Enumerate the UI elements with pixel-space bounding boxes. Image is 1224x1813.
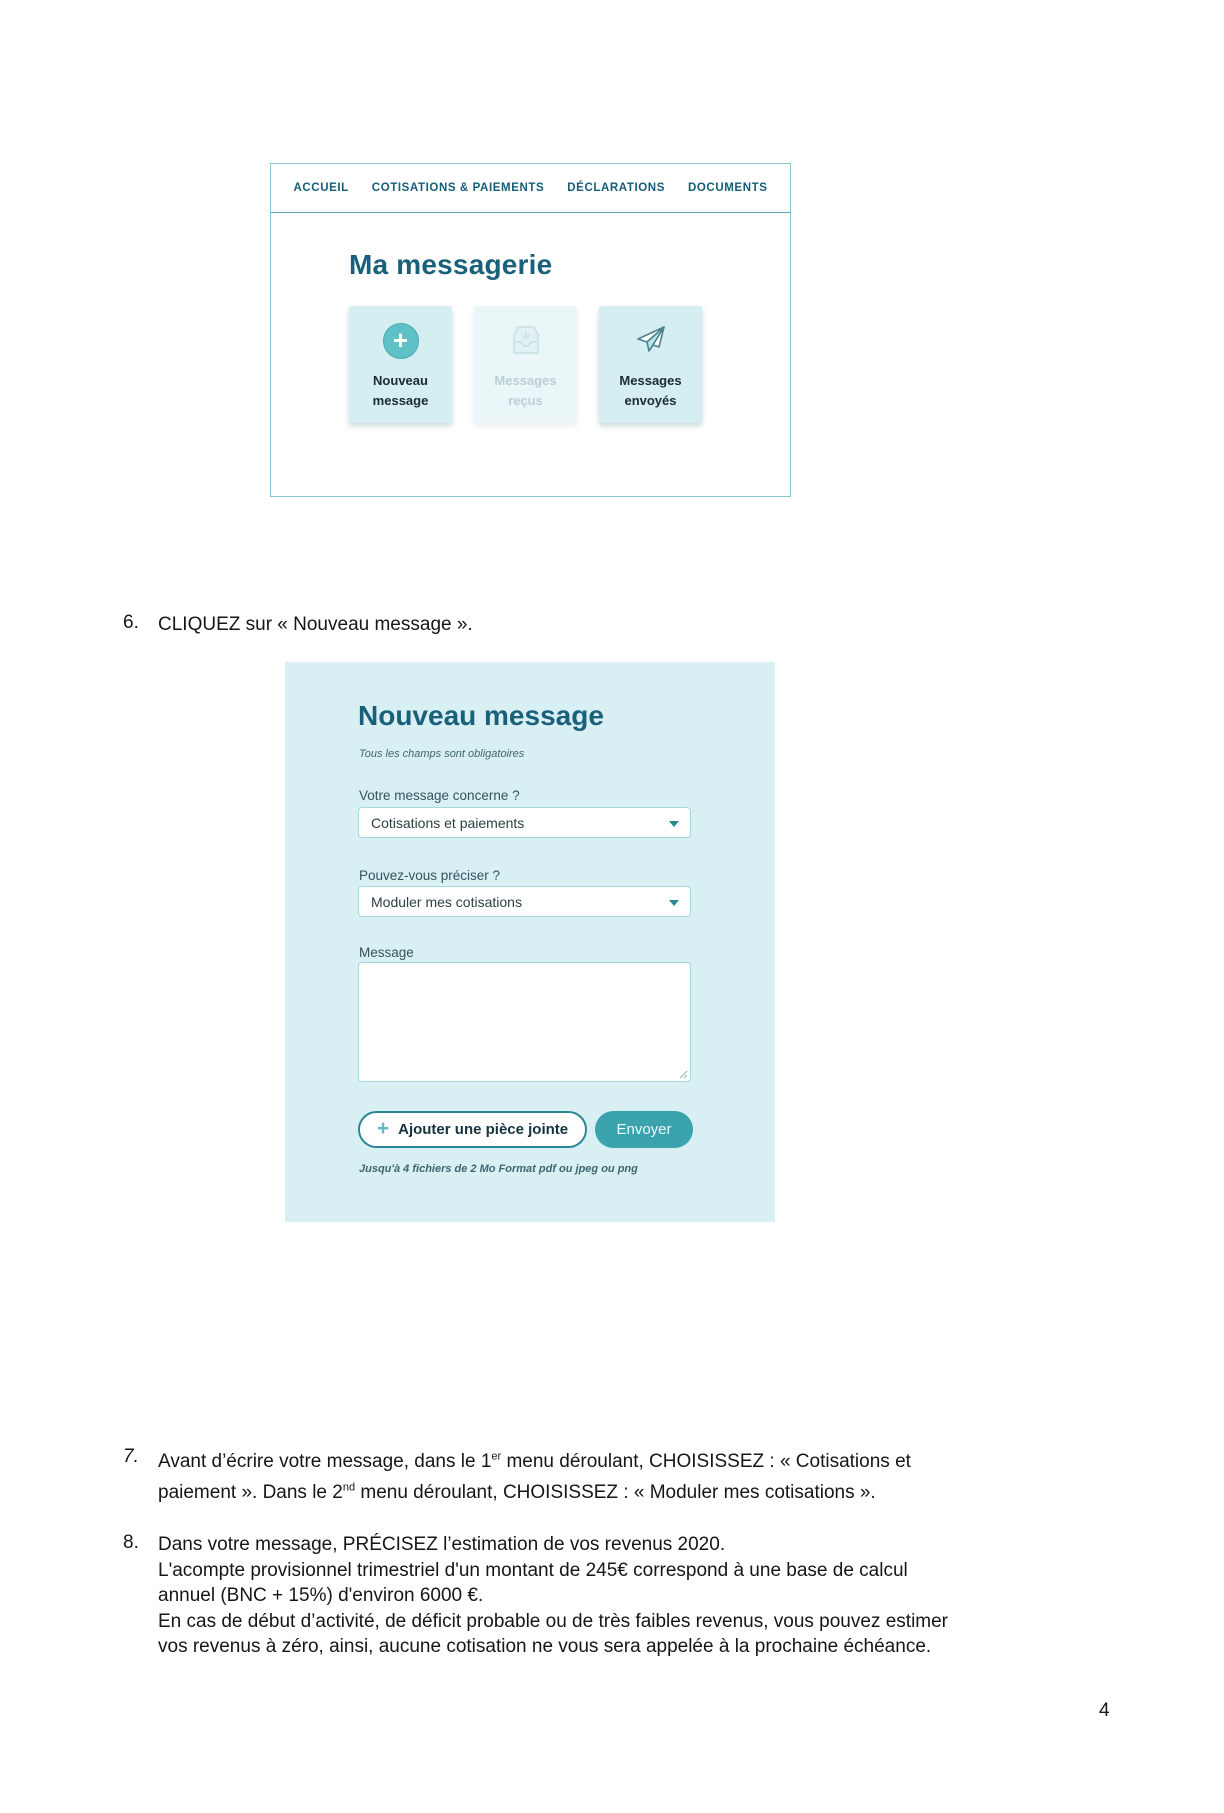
nav-item-declarations[interactable]: DÉCLARATIONS [567,182,665,194]
messages-recus-card [474,306,577,423]
topic-select[interactable] [358,807,691,838]
chevron-down-icon [669,821,679,827]
page-number: 4 [1099,1700,1110,1721]
step-6-text: CLIQUEZ sur « Nouveau message ». [158,614,473,635]
top-nav [271,164,790,213]
resize-grip-icon[interactable] [678,1069,688,1079]
step-7-number: 7. [123,1446,139,1467]
nav-item-cotisations-paiements[interactable]: COTISATIONS & PAIEMENTS [371,182,545,194]
detail-select[interactable] [358,886,691,917]
plus-icon: + [376,1117,390,1140]
paper-plane-icon [631,323,671,359]
step-6 [123,612,473,638]
plus-circle-icon: + [383,323,419,359]
topic-label: Votre message concerne ? [359,788,520,803]
new-message-card[interactable] [349,306,452,423]
chevron-down-icon [669,900,679,906]
step-8-number: 8. [123,1532,139,1553]
step-8-line-1: Dans votre message, PRÉCISEZ l’estimation de vos revenus 2020. [158,1534,726,1555]
step-7-line-1: Avant d’écrire votre message, dans le 1er menu déroulant, CHOISISSEZ : « Cotisations et [158,1450,911,1472]
detail-label: Pouvez-vous préciser ? [359,868,501,883]
messages-recus-card-label: Messages reçus [494,372,557,408]
topic-select-value: Cotisations et paiements [371,814,525,831]
step-8-line-4: En cas de début d’activité, de déficit probable ou de très faibles revenus, vous pouvez estimer [158,1610,949,1632]
messagerie-cards [349,306,702,423]
step-8-text [158,1532,948,1660]
message-label: Message [359,945,414,960]
inbox-icon [506,323,546,359]
nav-item-accueil[interactable]: ACCUEIL [293,182,349,194]
step-6-number: 6. [123,612,139,633]
required-fields-note: Tous les champs sont obligatoires [359,748,525,760]
step-8-line-3: annuel (BNC + 15%) d'environ 6000 €. [158,1585,484,1606]
step-7 [123,1446,911,1508]
step-7-line-2: paiement ». Dans le 2nd menu déroulant, CHOISISSEZ : « Moduler mes cotisations ». [158,1481,876,1503]
messages-envoyes-card[interactable] [599,306,702,423]
messagerie-screenshot [270,163,791,497]
new-message-card-label: Nouveau message [372,372,429,408]
step-8-line-2: L'acompte provisionnel trimestriel d'un montant de 245€ correspond à une base de calcul [158,1559,908,1581]
messagerie-title: Ma messagerie [349,249,553,280]
file-constraints-note: Jusqu'à 4 fichiers de 2 Mo Format pdf ou jpeg ou png [359,1163,638,1175]
new-message-form-screenshot [285,662,775,1222]
attach-file-button[interactable] [358,1111,587,1148]
step-7-text [158,1446,911,1508]
attach-file-button-label: Ajouter une pièce jointe [398,1121,569,1138]
messages-envoyes-card-label: Messages envoyés [619,372,682,408]
step-8-line-5: vos revenus à zéro, ainsi, aucune cotisation ne vous sera appelée à la prochaine échéance. [158,1636,932,1657]
detail-select-value: Moduler mes cotisations [371,893,522,910]
send-button[interactable]: Envoyer [595,1111,693,1148]
message-textarea[interactable] [358,962,691,1082]
form-title: Nouveau message [358,700,604,731]
step-8 [123,1532,948,1660]
nav-item-documents[interactable]: DOCUMENTS [687,182,768,194]
